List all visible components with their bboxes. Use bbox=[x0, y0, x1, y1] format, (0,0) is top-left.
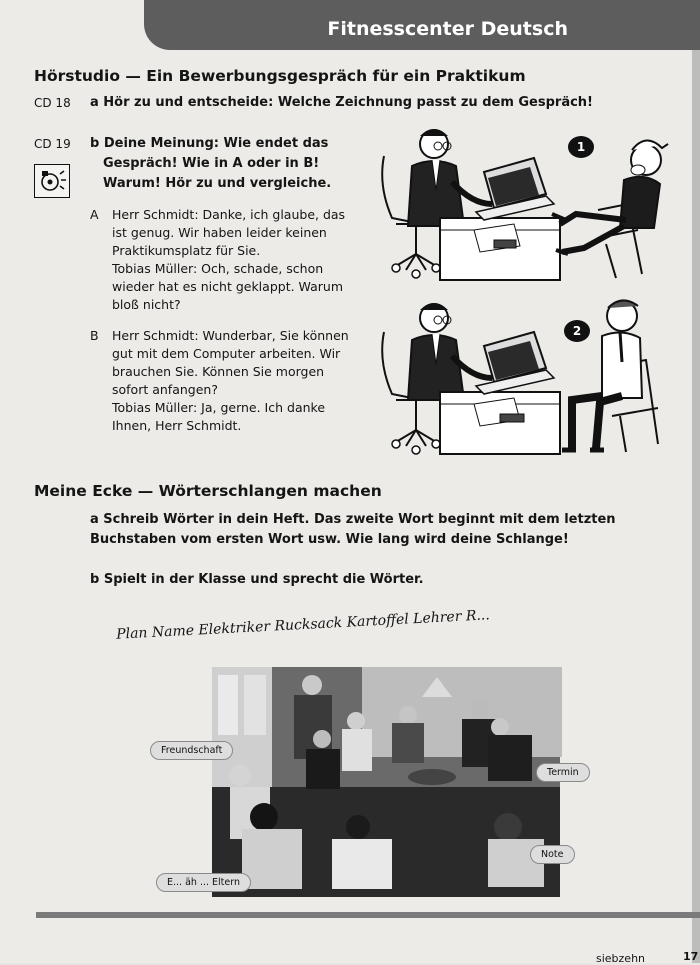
badge-2: 2 bbox=[564, 320, 590, 342]
dialog-line: Tobias Müller: Ja, gerne. Ich danke bbox=[112, 400, 326, 415]
bubble-termin: Termin bbox=[536, 763, 590, 782]
meine-ecke-task-a-line-2: Buchstaben vom ersten Wort usw. Wie lang wird deine Schlange! bbox=[90, 532, 569, 547]
header-title: Fitnesscenter Deutsch bbox=[327, 18, 568, 40]
badge-1: 1 bbox=[568, 136, 594, 158]
header-bar bbox=[144, 0, 700, 50]
dialog-a-mark: A bbox=[90, 207, 99, 222]
dialog-b-mark: B bbox=[90, 328, 99, 343]
page-number: 17 bbox=[683, 950, 699, 963]
dialog-line: brauchen Sie. Können Sie morgen bbox=[112, 364, 325, 379]
bottom-rule bbox=[36, 912, 700, 918]
dialog-line: sofort anfangen? bbox=[112, 382, 218, 397]
dialog-line: Tobias Müller: Och, schade, schon bbox=[112, 261, 324, 276]
cd-18-label: CD 18 bbox=[34, 96, 71, 110]
dialog-line: gut mit dem Computer arbeiten. Wir bbox=[112, 346, 341, 361]
dialog-line: bloß nicht? bbox=[112, 297, 181, 312]
task-b-line-2: Gespräch! Wie in A oder in B! bbox=[103, 156, 320, 171]
hoerstudio-title: Hörstudio — Ein Bewerbungsgespräch für ein Praktikum bbox=[34, 67, 526, 85]
word-snake: Plan Name Elektriker Rucksack Kartoffel Lehrer R... bbox=[115, 607, 491, 643]
task-b-line-1: b Deine Meinung: Wie endet das bbox=[90, 136, 329, 151]
bubble-note: Note bbox=[530, 845, 575, 864]
classroom-photo bbox=[161, 667, 579, 897]
dialog-line: Herr Schmidt: Danke, ich glaube, das bbox=[112, 207, 346, 222]
meine-ecke-title: Meine Ecke — Wörterschlangen machen bbox=[34, 482, 382, 500]
meine-ecke-task-a-line-1: a Schreib Wörter in dein Heft. Das zweite Wort beginnt mit dem letzten bbox=[90, 512, 616, 527]
dialog-line: Praktikumsplatz für Sie. bbox=[112, 243, 261, 258]
task-a-hoer: a Hör zu und entscheide: Welche Zeichnung passt zu dem Gespräch! bbox=[90, 95, 593, 110]
illustration-interview-2 bbox=[376, 296, 681, 464]
illustration-interview-1 bbox=[376, 126, 681, 286]
dialog-line: Ihnen, Herr Schmidt. bbox=[112, 418, 242, 433]
dialog-line: ist genug. Wir haben leider keinen bbox=[112, 225, 327, 240]
dialog-line: Herr Schmidt: Wunderbar, Sie können bbox=[112, 328, 349, 343]
page-number-word: siebzehn bbox=[596, 952, 646, 965]
meine-ecke-task-b: b Spielt in der Klasse und sprecht die Wörter. bbox=[90, 572, 424, 587]
dialog-a bbox=[90, 206, 380, 316]
page-edge bbox=[692, 0, 700, 963]
bubble-eltern: E... äh ... Eltern bbox=[156, 873, 251, 892]
dialog-b bbox=[90, 327, 380, 437]
dialog-line: wieder hat es nicht geklappt. Warum bbox=[112, 279, 343, 294]
bubble-freundschaft: Freundschaft bbox=[150, 741, 233, 760]
cd-19-label: CD 19 bbox=[34, 137, 71, 151]
audio-cd-icon bbox=[34, 164, 70, 198]
task-b-line-3: Warum! Hör zu und vergleiche. bbox=[103, 176, 332, 191]
